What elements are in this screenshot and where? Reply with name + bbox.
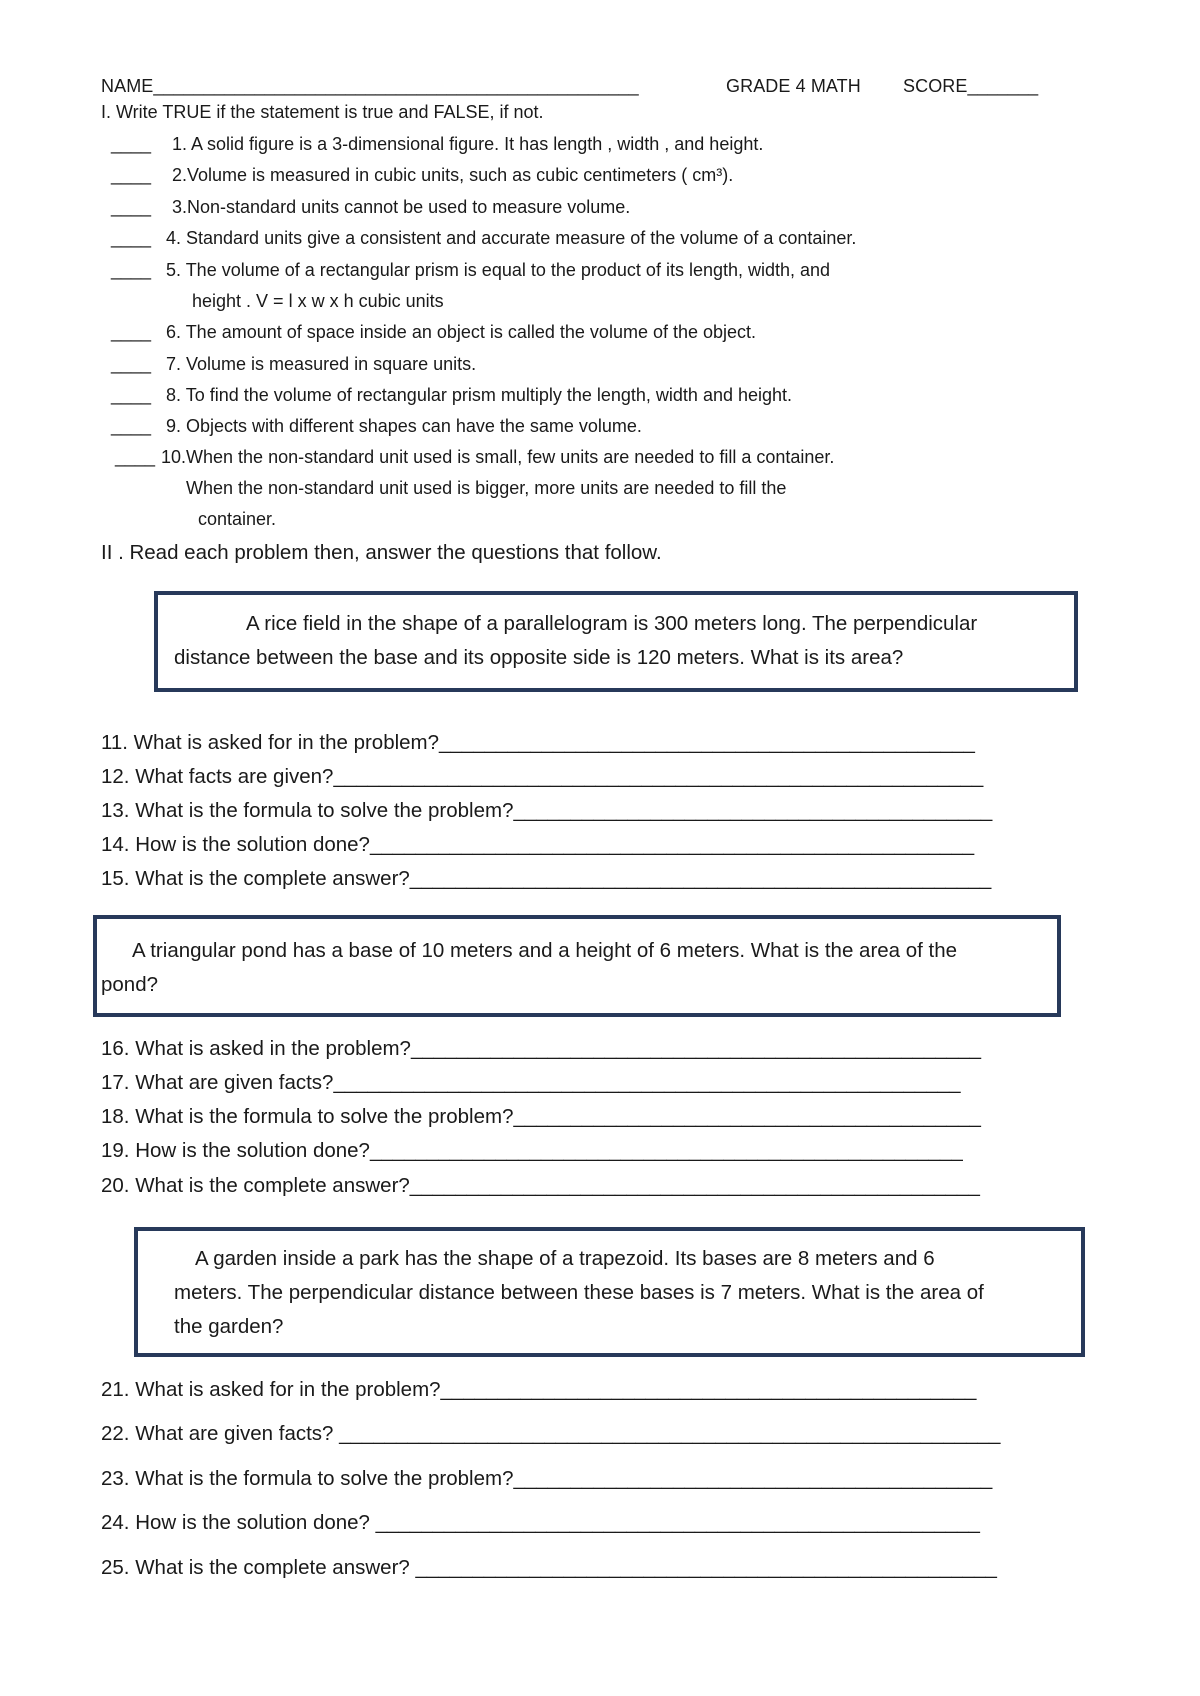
score-field[interactable]: SCORE_______ (903, 76, 1039, 96)
statement-continuation: container. (198, 509, 277, 529)
statement-text: 8. To find the volume of rectangular prism multiply the length, width and height. (166, 385, 793, 405)
problem-text: distance between the base and its opposite side is 120 meters. What is its area? (174, 646, 904, 669)
name-field[interactable]: NAME________________________________________________ (101, 76, 639, 96)
question-line[interactable]: 20. What is the complete answer?__________________________________________________ (101, 1174, 980, 1197)
statement-text: 7. Volume is measured in square units. (166, 354, 477, 374)
answer-blank[interactable]: ____ (111, 322, 152, 342)
problem-text: A garden inside a park has the shape of a trapezoid. Its bases are 8 meters and 6 (195, 1247, 935, 1270)
statement-text: 2.Volume is measured in cubic units, such as cubic centimeters ( cm³). (172, 165, 734, 185)
question-line[interactable]: 13. What is the formula to solve the problem?__________________________________________ (101, 799, 993, 822)
answer-blank[interactable]: ____ (111, 416, 152, 436)
part2-instruction: II . Read each problem then, answer the questions that follow. (101, 541, 662, 564)
question-line[interactable]: 16. What is asked in the problem?__________________________________________________ (101, 1037, 981, 1060)
problem-text: A rice field in the shape of a parallelogram is 300 meters long. The perpendicular (246, 612, 978, 635)
question-line[interactable]: 12. What facts are given?_________________________________________________________ (101, 765, 984, 788)
answer-blank[interactable]: ____ (111, 197, 152, 217)
answer-blank[interactable]: ____ (111, 228, 152, 248)
answer-blank[interactable]: ____ (111, 165, 152, 185)
question-line[interactable]: 25. What is the complete answer? ___________________________________________________ (101, 1556, 997, 1579)
problem-text: pond? (101, 973, 159, 996)
question-line[interactable]: 17. What are given facts?_______________________________________________________ (101, 1071, 961, 1094)
question-line[interactable]: 24. How is the solution done? _____________________________________________________ (101, 1511, 980, 1534)
question-line[interactable]: 23. What is the formula to solve the problem?__________________________________________ (101, 1467, 993, 1490)
statement-text: 3.Non-standard units cannot be used to measure volume. (172, 197, 631, 217)
problem-text: the garden? (174, 1315, 284, 1338)
question-line[interactable]: 18. What is the formula to solve the problem?_________________________________________ (101, 1105, 981, 1128)
part1-instruction: I. Write TRUE if the statement is true and FALSE, if not. (101, 102, 544, 122)
statement-text: 6. The amount of space inside an object is called the volume of the object. (166, 322, 757, 342)
answer-blank[interactable]: ____ (111, 260, 152, 280)
problem-text: meters. The perpendicular distance between these bases is 7 meters. What is the area of (174, 1281, 984, 1304)
statement-continuation: When the non-standard unit used is bigger, more units are needed to fill the (186, 478, 787, 498)
answer-blank[interactable]: ____ (111, 354, 152, 374)
question-line[interactable]: 15. What is the complete answer?___________________________________________________ (101, 867, 992, 890)
question-line[interactable]: 14. How is the solution done?_____________________________________________________ (101, 833, 975, 856)
statement-text: 1. A solid figure is a 3-dimensional figure. It has length , width , and height. (172, 134, 764, 154)
statement-text: 5. The volume of a rectangular prism is equal to the product of its length, width, and (166, 260, 831, 280)
statement-text: 4. Standard units give a consistent and accurate measure of the volume of a container. (166, 228, 857, 248)
question-line[interactable]: 11. What is asked for in the problem?_______________________________________________ (101, 731, 975, 754)
question-line[interactable]: 19. How is the solution done?____________________________________________________ (101, 1139, 963, 1162)
statement-text: 9. Objects with different shapes can have the same volume. (166, 416, 642, 436)
question-line[interactable]: 22. What are given facts? __________________________________________________________ (101, 1422, 1001, 1445)
grade-label: GRADE 4 MATH (726, 76, 861, 96)
statement-continuation: height . V = l x w x h cubic units (192, 291, 444, 311)
answer-blank[interactable]: ____ (111, 134, 152, 154)
statement-text: 10.When the non-standard unit used is small, few units are needed to fill a container. (161, 447, 835, 467)
question-line[interactable]: 21. What is asked for in the problem?_______________________________________________ (101, 1378, 977, 1401)
answer-blank[interactable]: ____ (115, 447, 156, 467)
answer-blank[interactable]: ____ (111, 385, 152, 405)
problem-text: A triangular pond has a base of 10 meters and a height of 6 meters. What is the area of the (132, 939, 958, 962)
